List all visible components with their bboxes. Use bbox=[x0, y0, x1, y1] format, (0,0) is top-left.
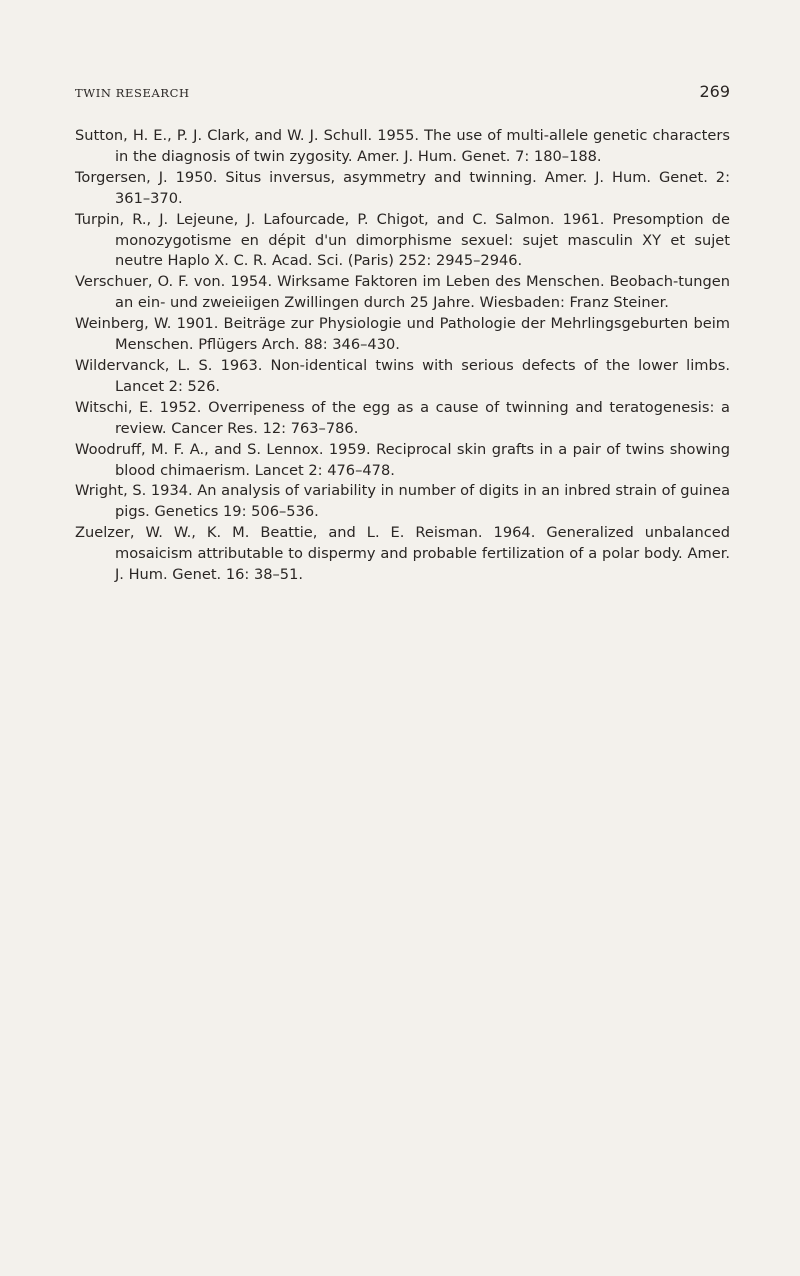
reference-entry: Verschuer, O. F. von. 1954. Wirksame Faktoren im Leben des Menschen. Beobach-tungen an ein- und zweieiigen Zwillingen durch 25 Jahre. Wiesbaden: Franz Steiner. bbox=[75, 273, 730, 312]
reference-entry: Wildervanck, L. S. 1963. Non-identical twins with serious defects of the lower limbs. Lancet 2: 526. bbox=[75, 356, 730, 395]
reference-entry: Weinberg, W. 1901. Beiträge zur Physiologie und Pathologie der Mehrlingsgeburten beim Menschen. Pflügers Arch. 88: 346–430. bbox=[75, 315, 730, 354]
page-number: 269 bbox=[699, 82, 730, 101]
reference-entry: Woodruff, M. F. A., and S. Lennox. 1959. Reciprocal skin grafts in a pair of twins showing blood chimaerism. Lancet 2: 476–478. bbox=[75, 440, 730, 479]
running-head bbox=[75, 82, 730, 106]
running-title: TWIN RESEARCH bbox=[75, 86, 190, 100]
reference-entry: Torgersen, J. 1950. Situs inversus, asymmetry and twinning. Amer. J. Hum. Genet. 2: 361–370. bbox=[75, 168, 730, 207]
reference-entry: Witschi, E. 1952. Overripeness of the egg as a cause of twinning and teratogenesis: a review. Cancer Res. 12: 763–786. bbox=[75, 398, 730, 437]
reference-entry: Wright, S. 1934. An analysis of variability in number of digits in an inbred strain of guinea pigs. Genetics 19: 506–536. bbox=[75, 482, 731, 521]
reference-entry: Sutton, H. E., P. J. Clark, and W. J. Schull. 1955. The use of multi-allele genetic characters in the diagnosis of twin zygosity. Amer. J. Hum. Genet. 7: 180–188. bbox=[75, 127, 730, 165]
reference-entry: Zuelzer, W. W., K. M. Beattie, and L. E. Reisman. 1964. Generalized unbalanced mosaicism attributable to dispermy and probable fertilization of a polar body. Amer. J. Hum. Genet. 16: 38–51. bbox=[75, 524, 730, 584]
reference-entry: Turpin, R., J. Lejeune, J. Lafourcade, P. Chigot, and C. Salmon. 1961. Presomption de monozygotisme en dépit d'un dimorphisme sexuel: sujet masculin XY et sujet neutre Haplo X. C. R. Acad. Sci. (Paris) 252: 2945–2946. bbox=[75, 210, 730, 270]
reference-list bbox=[75, 126, 730, 586]
